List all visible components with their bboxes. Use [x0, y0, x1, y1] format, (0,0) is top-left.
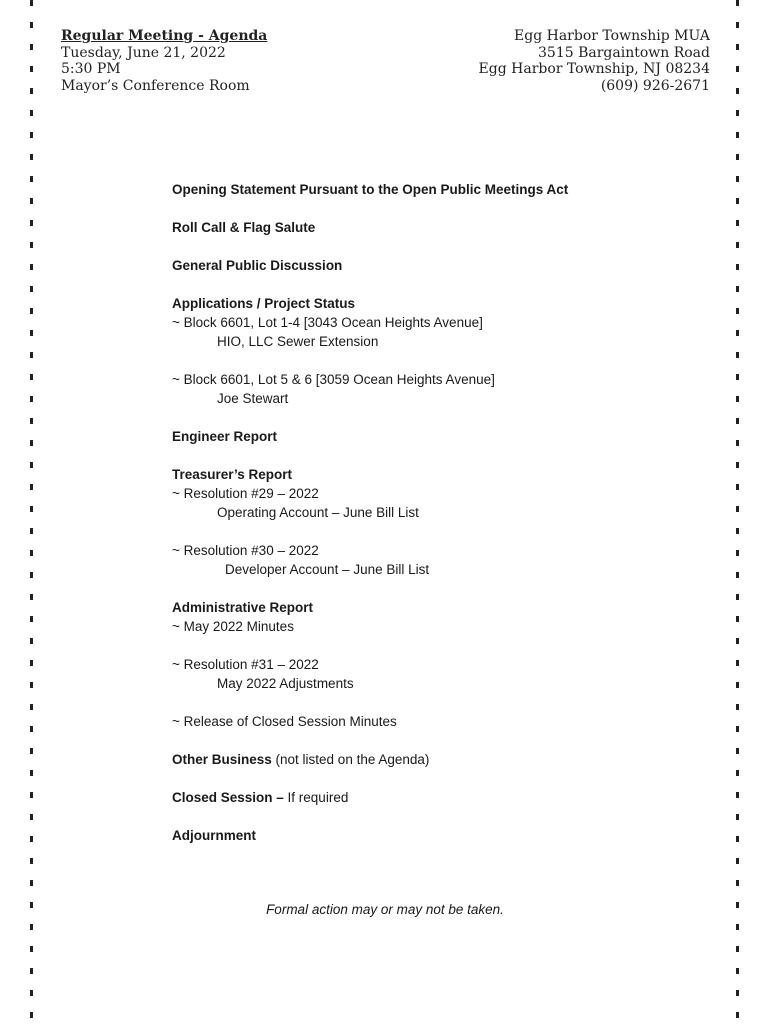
other-business-note: (not listed on the Agenda) — [271, 752, 430, 767]
application-item-2-detail: Joe Stewart — [217, 391, 289, 406]
roll-call-heading: Roll Call & Flag Salute — [172, 220, 316, 235]
org-street: 3515 Bargaintown Road — [538, 44, 710, 61]
administrative-item-3: ~ Release of Closed Session Minutes — [172, 714, 397, 729]
opening-heading: Opening Statement Pursuant to the Open Public Meetings Act — [172, 182, 569, 197]
agenda-treasurer — [172, 465, 692, 579]
treasurer-item-1-detail: Operating Account – June Bill List — [217, 505, 419, 520]
treasurer-item-2-detail: Developer Account – June Bill List — [225, 562, 430, 577]
administrative-item-1: ~ May 2022 Minutes — [172, 619, 294, 634]
agenda-applications — [172, 294, 692, 408]
agenda-administrative — [172, 598, 692, 731]
closed-session-line — [172, 788, 692, 807]
public-discussion-heading: General Public Discussion — [172, 258, 343, 273]
agenda-adjournment — [172, 826, 692, 845]
agenda-other-business — [172, 750, 692, 769]
agenda-public-discussion — [172, 256, 692, 275]
treasurer-item-1: ~ Resolution #29 – 2022 — [172, 486, 319, 501]
meeting-info — [61, 28, 267, 94]
org-name: Egg Harbor Township MUA — [514, 28, 710, 44]
meeting-location: Mayor’s Conference Room — [61, 77, 250, 94]
footer-note: Formal action may or may not be taken. — [266, 902, 504, 917]
meeting-date: Tuesday, June 21, 2022 — [61, 44, 226, 61]
right-page-edge — [736, 0, 739, 1024]
agenda-roll-call — [172, 218, 692, 237]
application-item-1-detail: HIO, LLC Sewer Extension — [217, 334, 379, 349]
application-item-2: ~ Block 6601, Lot 5 & 6 [3059 Ocean Heights Avenue] — [172, 372, 495, 387]
org-city: Egg Harbor Township, NJ 08234 — [478, 61, 710, 77]
meeting-time: 5:30 PM — [61, 61, 121, 77]
org-phone: (609) 926-2671 — [600, 77, 710, 94]
agenda-opening — [172, 180, 692, 199]
agenda-engineer — [172, 427, 692, 446]
agenda-body — [172, 180, 692, 864]
agenda-closed-session — [172, 788, 692, 807]
administrative-item-2: ~ Resolution #31 – 2022 — [172, 657, 319, 672]
application-item-1: ~ Block 6601, Lot 1-4 [3043 Ocean Heights Avenue] — [172, 315, 483, 330]
organization-address — [479, 28, 710, 94]
applications-heading: Applications / Project Status — [172, 296, 356, 311]
treasurer-item-2: ~ Resolution #30 – 2022 — [172, 543, 319, 558]
closed-session-note: If required — [287, 790, 349, 805]
meeting-title: Regular Meeting - Agenda — [61, 28, 268, 44]
closed-session-heading: Closed Session – — [172, 790, 288, 805]
administrative-heading: Administrative Report — [172, 600, 314, 615]
treasurer-heading: Treasurer’s Report — [172, 467, 293, 482]
engineer-heading: Engineer Report — [172, 429, 278, 444]
other-business-line — [172, 750, 692, 769]
adjournment-heading: Adjournment — [172, 828, 256, 843]
other-business-heading: Other Business — [172, 752, 272, 767]
administrative-item-2-detail: May 2022 Adjustments — [217, 676, 354, 691]
left-page-edge — [30, 0, 33, 1024]
